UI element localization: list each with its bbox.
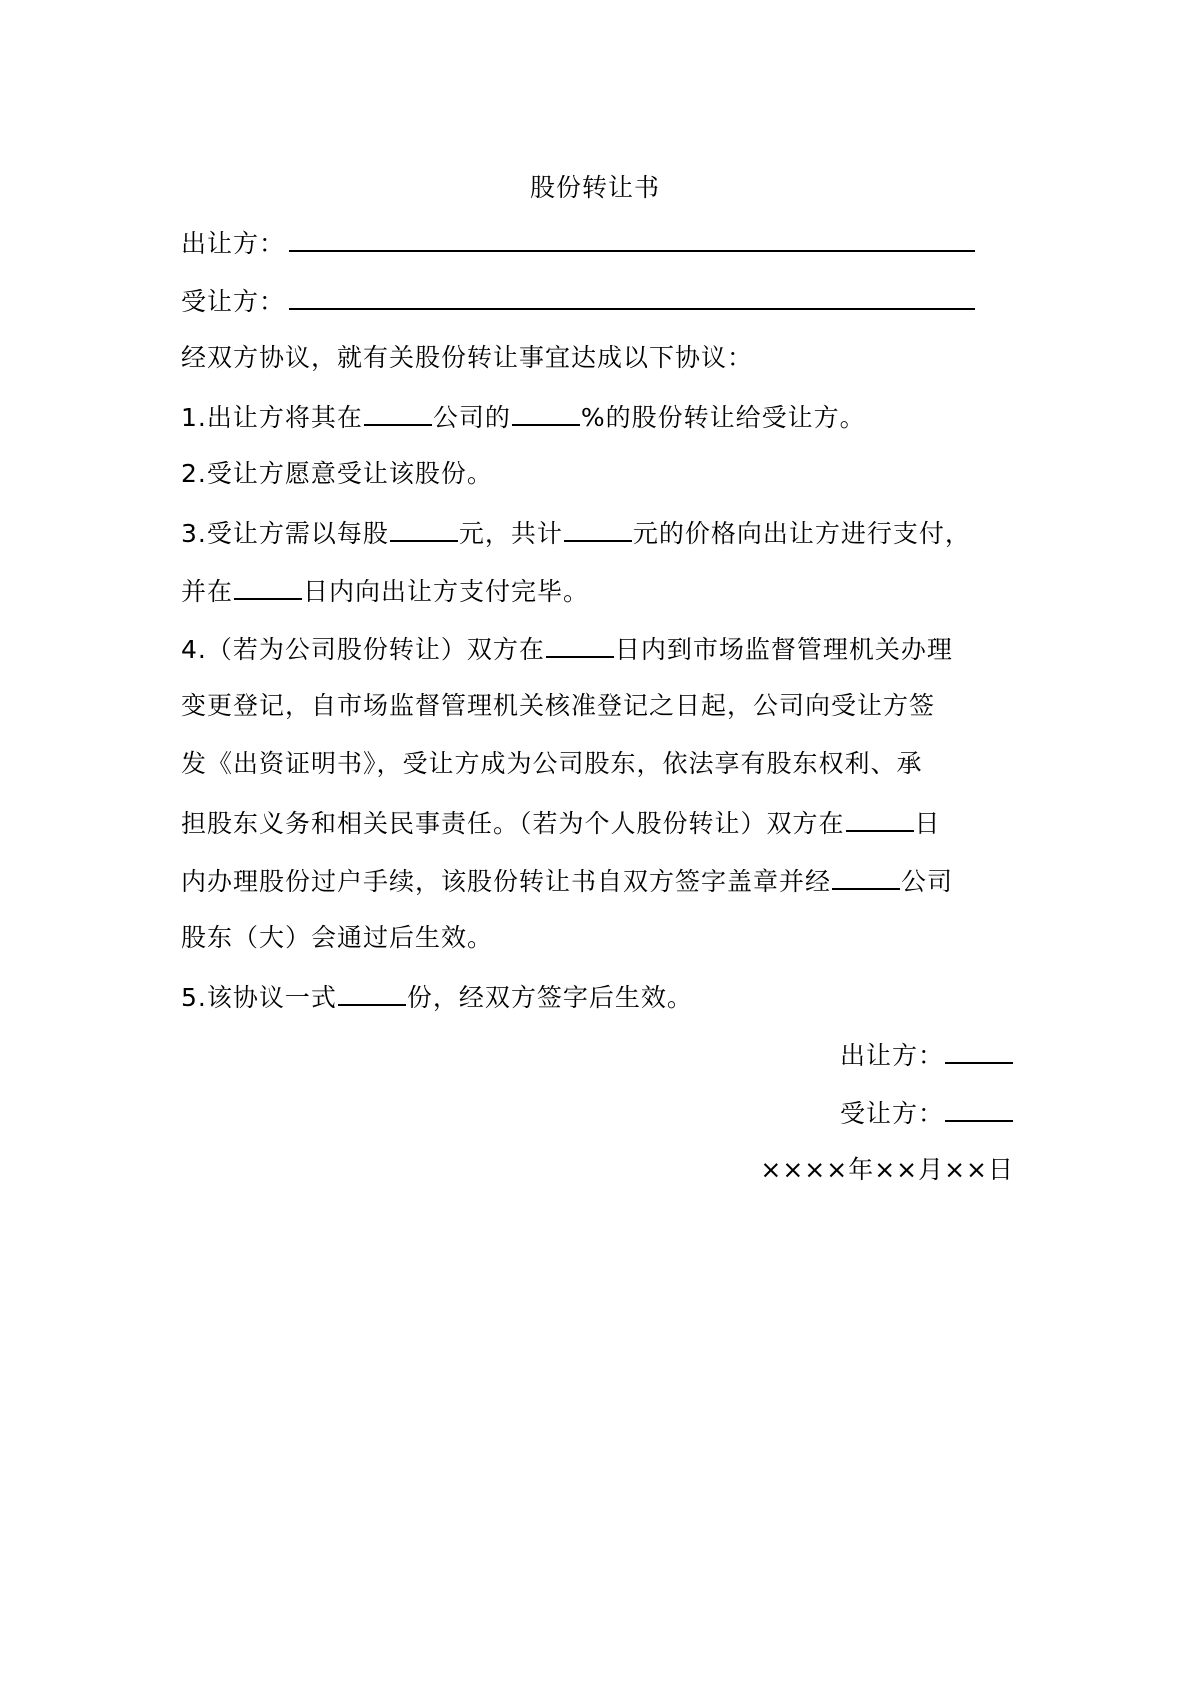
transferee-line	[181, 280, 975, 322]
payment-days-blank	[234, 570, 302, 600]
clause-4-line-2: 变更登记，自市场监督管理机关核准登记之日起，公司向受让方签	[181, 691, 936, 720]
transfer-days-blank	[846, 802, 914, 832]
clause-3-text-b: 元，共计	[458, 519, 563, 548]
clause-5	[181, 976, 693, 1018]
clause-3-text-e: 日内向出让方支付完毕。	[303, 577, 590, 606]
clause-3-line-1	[181, 512, 971, 554]
approving-company-blank	[832, 860, 900, 890]
clause-1-text-b: 公司的	[432, 403, 511, 432]
document-title: 股份转让书	[529, 173, 660, 202]
signature-transferee	[840, 1092, 1014, 1134]
clause-4-text-c: 担股东义务和相关民事责任。（若为个人股份转让）双方在	[181, 809, 845, 838]
clause-5-text-b: 份，经双方签字后生效。	[406, 983, 693, 1012]
company-blank	[364, 396, 432, 426]
clause-4-text-d: 日	[914, 809, 941, 838]
clause-4-line-3: 发《出资证明书》，受让方成为公司股东，依法享有股东权利、承	[181, 749, 923, 778]
clause-3-text-c: 元的价格向出让方进行支付，	[632, 519, 971, 548]
intro-line: 经双方协议，就有关股份转让事宜达成以下协议：	[181, 343, 754, 372]
clause-4-line-1	[181, 628, 953, 670]
copies-blank	[338, 976, 406, 1006]
clause-4-text-e: 内办理股份过户手续，该股份转让书自双方签字盖章并经	[181, 867, 832, 896]
clause-1-text-c: %的股份转让给受让方。	[580, 403, 866, 432]
percent-blank	[512, 396, 580, 426]
transferee-label: 受让方：	[181, 287, 286, 316]
transferor-line	[181, 222, 975, 264]
transferee-blank	[289, 280, 975, 310]
signature-transferor-blank	[945, 1034, 1013, 1064]
clause-4-line-6: 股东（大）会通过后生效。	[181, 923, 494, 952]
signature-date: ××××年××月××日	[760, 1155, 1014, 1184]
clause-2: 2.受让方愿意受让该股份。	[181, 459, 493, 488]
signature-transferor-label: 出让方：	[839, 1041, 944, 1070]
clause-3-text-a: 3.受让方需以每股	[181, 519, 389, 548]
registration-days-blank	[546, 628, 614, 658]
transferor-blank	[289, 222, 975, 252]
signature-transferor	[840, 1034, 1014, 1076]
clause-3-text-d: 并在	[181, 577, 234, 606]
clause-4-text-b: 日内到市场监督管理机关办理	[614, 635, 953, 664]
signature-transferee-blank	[945, 1092, 1013, 1122]
signature-transferee-label: 受让方：	[839, 1099, 944, 1128]
total-price-blank	[564, 512, 632, 542]
clause-4-text-a: 4.（若为公司股份转让）双方在	[181, 635, 545, 664]
clause-1-text-a: 1.出让方将其在	[181, 403, 363, 432]
clause-4-text-f: 公司	[901, 867, 954, 896]
clause-4-line-5	[181, 860, 953, 902]
clause-5-text-a: 5.该协议一式	[181, 983, 337, 1012]
price-per-share-blank	[390, 512, 458, 542]
clause-1	[181, 396, 866, 438]
transferor-label: 出让方：	[181, 229, 286, 258]
clause-3-line-2	[181, 570, 589, 612]
clause-4-line-4	[181, 802, 941, 844]
